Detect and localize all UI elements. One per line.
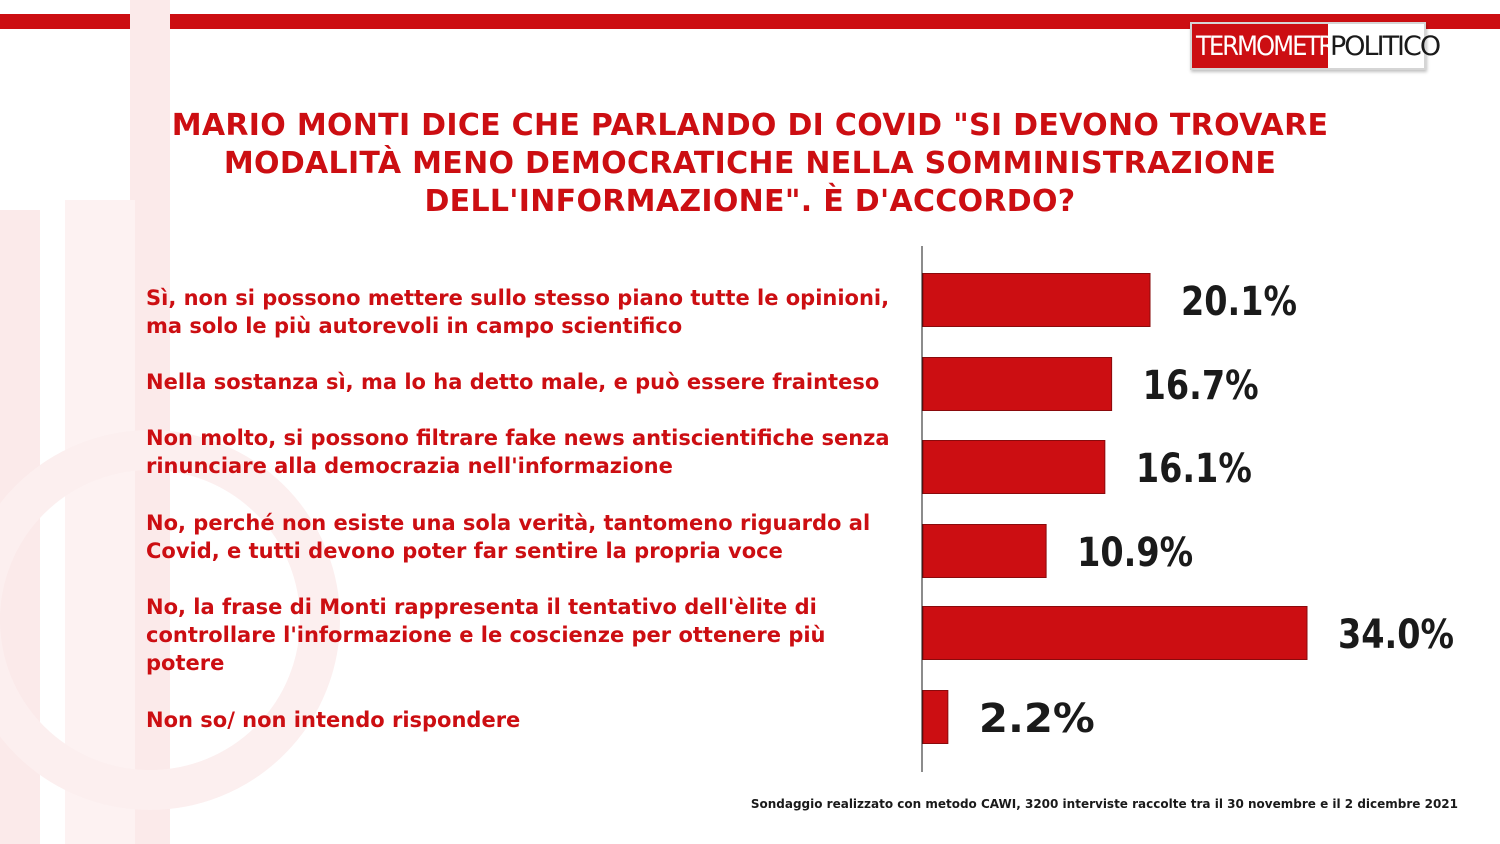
- data-label: 20.1%: [1181, 279, 1298, 325]
- bar: [923, 691, 948, 744]
- category-label: Non so/ non intendo rispondere: [146, 708, 521, 732]
- category-label: No, la frase di Monti rappresenta il tentativo dell'èlite di controllare l'informazione e le coscienze per ottenere più potere: [146, 595, 826, 675]
- category-label: Nella sostanza sì, ma lo ha detto male, e può essere frainteso: [146, 370, 880, 394]
- category-label: Sì, non si possono mettere sullo stesso piano tutte le opinioni, ma solo le più autorevoli in campo scientifico: [146, 286, 890, 338]
- category-label: No, perché non esiste una sola verità, tantomeno riguardo al Covid, e tutti devono poter far sentire la propria voce: [146, 511, 871, 563]
- data-label: 2.2%: [978, 696, 1095, 742]
- brand-logo-left: TERMOMETRO: [1192, 24, 1328, 68]
- brand-logo-right: POLITICO: [1330, 30, 1440, 62]
- data-label: 16.7%: [1142, 363, 1259, 409]
- bar: [923, 274, 1150, 327]
- data-label: 34.0%: [1338, 612, 1454, 658]
- data-label: 16.1%: [1135, 446, 1252, 492]
- bar: [923, 607, 1307, 660]
- data-label: 10.9%: [1077, 530, 1194, 576]
- bar: [923, 358, 1112, 411]
- category-label: Non molto, si possono filtrare fake news antiscientifiche senza rinunciare alla democrazia nell'informazione: [146, 426, 890, 478]
- bar: [923, 525, 1046, 578]
- chart-title: MARIO MONTI DICE CHE PARLANDO DI COVID "SI DEVONO TROVARE MODALITÀ MENO DEMOCRATICHE NELLA SOMMINISTRAZIONE DELL'INFORMAZIONE". È D'ACCORDO?: [171, 108, 1329, 219]
- footnote: Sondaggio realizzato con metodo CAWI, 3200 interviste raccolte tra il 30 novembre e il 2 dicembre 2021: [750, 797, 1458, 811]
- bar: [923, 441, 1105, 494]
